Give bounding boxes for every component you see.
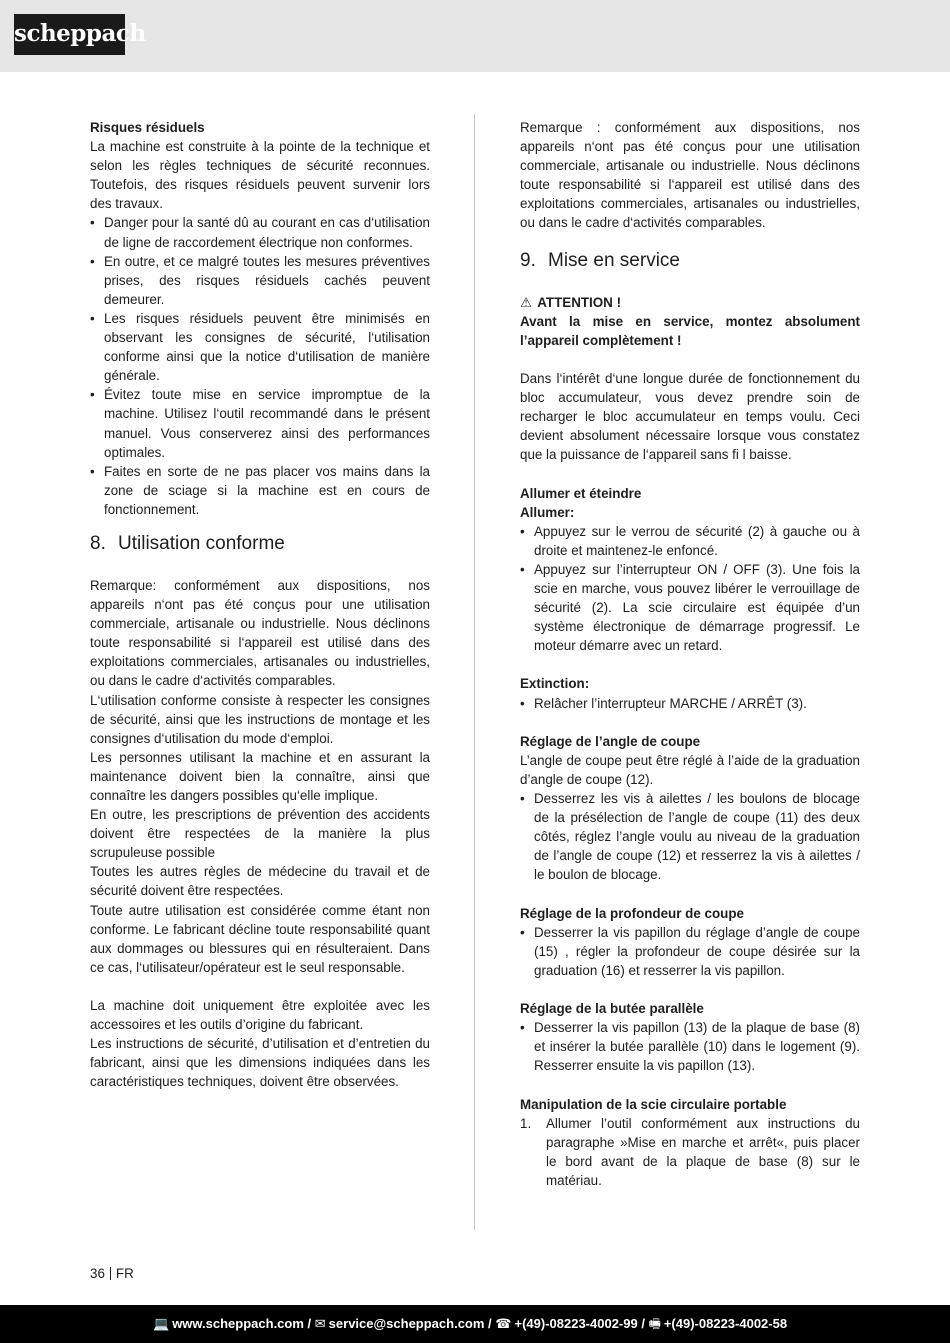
email-icon: ✉ [314,1316,326,1331]
extinction-list [520,694,860,713]
list-item: • Évitez toute mise en service impromptue de la machine. Utilisez l‘outil recommandé dans le présent manuel. Vous conserverez ainsi des performances optimales. [90,385,430,461]
page-separator [110,1267,111,1280]
manipulation-title: Manipulation de la scie circulaire portable [520,1096,787,1112]
list-item: • Danger pour la santé dû au courant en cas d‘utilisation de ligne de raccordement électrique non conformes. [90,213,430,251]
column-divider [474,114,475,1230]
footer-website[interactable]: www.scheppach.com / [172,1316,312,1331]
list-item: • En outre, et ce malgré toutes les mesures préventives prises, des risques résiduels cachés peuvent demeurer. [90,252,430,309]
section-8-title: Utilisation conforme [118,532,285,554]
section-9-number: 9. [520,249,536,271]
scheppach-logo: scheppach [14,14,125,55]
risques-title: Risques résiduels [90,120,205,135]
section-9-heading [520,249,860,273]
footer-bar [0,1305,950,1343]
angle-title: Réglage de l’angle de coupe [520,733,701,749]
accu-paragraph: Dans l‘intérêt d‘une longue durée de fonctionnement du bloc accumulateur, vous devez prendre soin de recharger le bloc accumulateur en temps voulu. Ceci devient absolument nécessaire lorsque vous constatez que la puissance de l‘appareil sans fi l baisse. [520,370,860,463]
computer-icon: 💻 [153,1316,170,1331]
section-9-title: Mise en service [548,249,680,271]
allumer-subtitle: Allumer: [520,504,575,520]
section-8-paragraph: Toute autre utilisation est considérée comme étant non conforme. Le fabricant décline toute responsabilité quant aux dommages ou blessures qui en résulteraient. Dans ce cas, l‘utilisateur/opérateur est le seul responsable. [90,902,430,975]
manipulation-list [520,1114,860,1190]
fax-icon: 🖷 [648,1316,661,1331]
profondeur-list [520,923,860,980]
right-column [520,118,860,1190]
section-8-paragraph: La machine doit uniquement être exploitée avec les accessoires et les outils d’origine du fabricant. [90,998,430,1033]
list-item: • Relâcher l’interrupteur MARCHE / ARRÊT (3). [520,694,860,713]
footer-phone: +(49)-08223-4002-99 / [514,1316,645,1331]
butee-title: Réglage de la butée parallèle [520,1001,704,1017]
list-item: • Desserrer la vis papillon du réglage d’angle de coupe (15) , régler la profondeur de coupe désirée sur la graduation (16) et resserrer la vis papillon. [520,923,860,980]
butee-list [520,1018,860,1075]
allumer-list [520,522,860,656]
attention-label: ⚠ ATTENTION ! [520,293,860,312]
section-8-heading [90,532,430,556]
phone-icon: ☎ [495,1316,512,1331]
list-item: • Desserrez les vis à ailettes / les boulons de blocage de la présélection de l’angle de coupe (11) des deux côtés, réglez l’angle voulu au niveau de la graduation de l’angle de coupe (12) et resserrez la vis à ailettes / le boulon de blocage. [520,789,860,884]
section-8-number: 8. [90,532,106,554]
angle-list [520,789,860,884]
angle-intro: L’angle de coupe peut être réglé à l’aide de la graduation d’angle de coupe (12). [520,752,860,787]
risques-list [90,213,430,519]
list-item: • Desserrer la vis papillon (13) de la plaque de base (8) et insérer la butée parallèle (10) dans le logement (9). Resserrer ensuite la vis papillon (13). [520,1018,860,1075]
list-item: • Faites en sorte de ne pas placer vos mains dans la zone de sciage si la machine est en cours de fonctionnement. [90,462,430,519]
page-language: FR [115,1266,134,1281]
header-band [0,0,950,72]
page-number-value: 36 [90,1266,105,1281]
footer-fax: +(49)-08223-4002-58 [663,1316,788,1331]
list-item: • Appuyez sur le verrou de sécurité (2) à gauche ou à droite et maintenez-le enfoncé. [520,522,860,560]
remarque-paragraph: Remarque : conformément aux dispositions, nos appareils n‘ont pas été conçus pour une utilisation commerciale, artisanale ou industrielle. Nous déclinons toute responsabilité si l‘appareil est utilisé dans des exploitations commerciales, artisanales ou industrielles, ou dans le cadre d‘activités comparables. [520,120,860,231]
profondeur-title: Réglage de la profondeur de coupe [520,905,744,921]
section-8-paragraph: Les instructions de sécurité, d’utilisation et d’entretien du fabricant, ainsi que les dimensions indiquées dans les caractéristiques techniques, doivent être observées. [90,1036,430,1090]
page-number [90,1265,134,1283]
section-8-paragraph: L‘utilisation conforme consiste à respecter les consignes de sécurité, ainsi que les instructions de montage et les consignes d‘utilisation du mode d‘emploi. [90,692,430,746]
list-item: • Appuyez sur l’interrupteur ON / OFF (3). Une fois la scie en marche, vous pouvez libérer le verrouillage de sécurité (2). La scie circulaire est équipée d’un système électronique de démarrage progressif. Le moteur démarre avec un retard. [520,560,860,655]
list-item: 1. Allumer l’outil conformément aux instructions du paragraphe »Mise en marche et arrêt«, puis placer le bord avant de la plaque de base (8) sur le matériau. [520,1115,860,1188]
section-8-paragraph: Toutes les autres règles de médecine du travail et de sécurité doivent être respectées. [90,864,430,899]
left-column [90,118,430,1092]
attention-text: Avant la mise en service, montez absolument l’appareil complètement ! [520,313,860,348]
section-8-paragraph: Remarque: conformément aux dispositions, nos appareils n‘ont pas été conçus pour une utilisation commerciale, artisanale ou industrielle. Nous déclinons toute responsabilité si l‘appareil est utilisé dans des exploitations commerciales, artisanales ou industrielles, ou dans le cadre d‘activités comparables. [90,577,430,689]
footer-email[interactable]: service@scheppach.com / [328,1316,492,1331]
extinction-title: Extinction: [520,676,590,692]
warning-triangle-icon: ⚠ [520,294,533,310]
allumer-title: Allumer et éteindre [520,485,642,501]
section-8-paragraph: Les personnes utilisant la machine et en assurant la maintenance doivent bien la connaître, ainsi que connaître les dangers possibles qu‘elle implique. [90,749,430,803]
risques-intro: La machine est construite à la pointe de la technique et selon les règles techniques de sécurité reconnues. Toutefois, des risques résiduels peuvent survenir lors des travaux. [90,139,430,212]
list-item: • Les risques résiduels peuvent être minimisés en observant les consignes de sécurité, l‘utilisation conforme ainsi que la notice d‘utilisation de manière générale. [90,309,430,385]
section-8-paragraph: En outre, les prescriptions de prévention des accidents doivent être respectées de la manière la plus scrupuleuse possible [90,807,430,861]
